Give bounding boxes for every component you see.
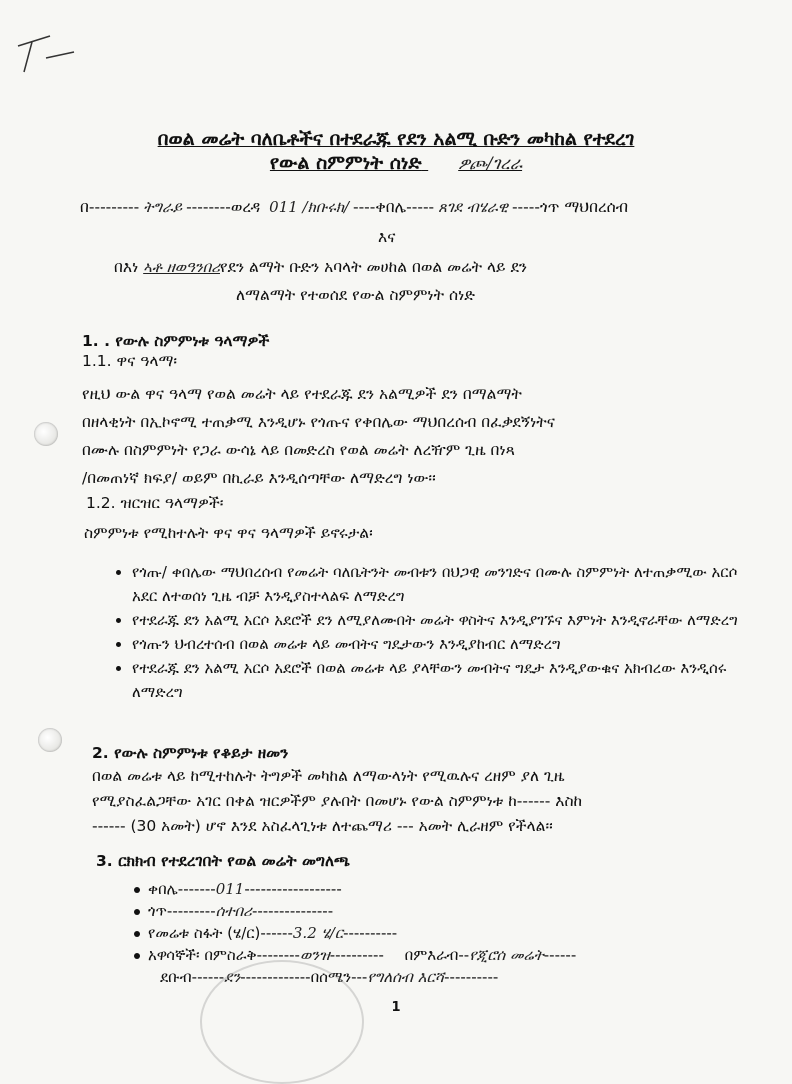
document-title-line1: በወል መሬት ባለቤቶችና በተደራጁ የደን አልሚ ቡድን መካከል የተደረገ: [157, 128, 635, 150]
prefix-b: በ: [80, 198, 89, 216]
north-value: የግለሰብ እርሻ: [367, 968, 445, 986]
punch-hole-top: [34, 422, 58, 446]
group-line-2: ለማልማት የተወሰደ የውል ስምምነት ሰነድ: [236, 286, 475, 304]
kebele-handwritten: ጸገደ ብሄራዊ: [438, 198, 508, 216]
list-item: • የተደራጁ ደን አልሚ አርሶ አደሮች ደን ለሚያለሙበት መሬት ዋስትና እንዲያገኙና እምነት እንዲኖራቸው ለማድረግ: [132, 608, 742, 632]
para-line: ------ (30 አመት) ሆኖ እንደ አስፈላጊነቱ ለተጨማሪ --- አመት ሊራዘም የችላል፡፡: [92, 817, 553, 835]
bullet: [134, 931, 140, 937]
para-line: /በመጠነኛ ክፍያ/ ወይም በኪራይ እንዲሰጣቸው ለማድረግ ነው፡፡: [82, 469, 436, 487]
bullet: [134, 887, 140, 893]
punch-hole-bottom: [38, 728, 62, 752]
section3-heading: 3. ርክክብ የተደረገበት የወል መሬት መግለጫ: [96, 852, 351, 870]
west-label: በምእራብ: [404, 946, 459, 964]
section1-1-heading: 1.1. ዋና ዓላማ፡: [82, 352, 178, 370]
list-item: • የጎጡ/ ቀበሌው ማህበረሰብ የመሬት ባለቤትንት መብቱን በህጋዊ መንገድና በሙሉ ስምምነት ለተጠቃሚው አርሶ አደር ለተወሰነ ጊዜ ብቻ እንዲያስተላልፍ ለማድረግ: [132, 560, 742, 608]
group-line: [114, 258, 527, 277]
got-label: ጎጥ ማህበረሰብ: [539, 198, 629, 216]
para-line: በወል መሬቱ ላይ ከሚተከሉት ትግዎች መካከል ለማውላነት የሚዉሉና ረዘም ያለ ጊዜ: [92, 767, 565, 785]
para-line: በሙሉ በስምምነት የጋራ ውሳኔ ላይ በመድረስ የወል መሬት ለረዥም ጊዜ በነጻ: [82, 441, 515, 459]
and-word: እና: [378, 228, 396, 246]
para-line: የዚህ ውል ዋና ዓላማ የወል መሬት ላይ የተደራጁ ደን አልሚዎች ደን በማልማት: [82, 385, 522, 403]
field-kebele: ቀበሌ-------011------------------: [134, 880, 342, 898]
south-value: ደን: [224, 968, 241, 986]
field-value: ሰተበሪ: [215, 902, 252, 920]
parties-line: በ--------- ትግራይ --------ወረዳ 011 /ክቡሩክ/ ----ቀበሌ----- ጸገደ ብሄራዊ -----ጎጥ ማህበረሰብ: [80, 198, 629, 216]
para-line: የሚያስፈልጋቸው አገር በቀል ዝርዎችም ያሉበት በመሆኑ የውል ስምምነቱ ከ------ እስከ: [92, 792, 583, 810]
field-value: 011: [215, 880, 245, 898]
list-item: • የጎጡን ህብረተሰብ በወል መሬቱ ላይ መብትና ግዴታውን እንዲያከብር ለማድረግ: [132, 632, 742, 656]
south-label: ደቡብ: [160, 968, 192, 986]
section1-heading: 1. . የውሉ ስምምነቱ ዓላማዎች: [82, 332, 270, 350]
wereda-handwritten: 011 /ክቡሩክ/: [269, 198, 349, 216]
document-title-line2: [0, 152, 792, 174]
group-handwritten: ኣቶ ዘወዓንበሪ: [143, 258, 220, 276]
bullet: [134, 909, 140, 915]
region-handwritten: ትግራይ: [143, 198, 183, 216]
title-handwritten-note: ዎጮ/ገረራ: [458, 154, 523, 174]
east-label: በምስራቅ: [204, 946, 257, 964]
section1-2-intro: ስምምነቱ የሚከተሉት ዋና ዋና ዓላማዎች ይኖሩታል፡: [84, 524, 373, 542]
group-suffix: የደን ልማት ቡድን አባላት መሀከል በወል መሬት ላይ ደን: [219, 258, 528, 276]
field-value: 3.2 ሄ/ር: [292, 924, 344, 942]
handwritten-corner-mark: [10, 28, 80, 78]
page-number: 1: [391, 1000, 401, 1015]
faded-stamp-seal: [200, 960, 364, 1084]
field-label: ጎጥ: [148, 902, 167, 920]
section2-heading: 2. የውሉ ስምምነቱ የቆይታ ዘመን: [92, 744, 289, 762]
title-line2-text: የውል ስምምነት ሰነድ: [269, 152, 422, 174]
field-label: ቀበሌ: [148, 880, 178, 898]
west-value: የጂሮሰ መሬት: [469, 946, 544, 964]
wereda-label: ወረዳ: [230, 198, 261, 216]
section1-2-heading: 1.2. ዝርዝር ዓላማዎች፡: [86, 494, 224, 512]
boundaries-label: አዋሳኞች፡: [148, 946, 200, 964]
bullet: [134, 953, 140, 959]
field-south-north: ደቡብ------ደን-------------በሰሜን---የግለሰብ እርሻ----------: [160, 968, 499, 986]
group-prefix: በእነ: [114, 258, 139, 276]
field-boundaries: አዋሳኞች፡ በምስራቅ--------ወንዝ---------- በምእራብ--የጂሮሰ መሬት------: [134, 946, 576, 964]
objectives-list: [112, 560, 742, 704]
section2-paragraph: [92, 764, 732, 839]
section1-1-paragraph: [82, 380, 732, 492]
field-area: የመሬቱ ስፋት (ሄ/ር)------3.2 ሄ/ር----------: [134, 924, 397, 942]
kebele-label: ቀበሌ: [375, 198, 407, 216]
field-got: ጎጥ---------ሰተበሪ---------------: [134, 902, 333, 920]
north-label: በሰሜን: [310, 968, 352, 986]
para-line: በዘላቂነት በኢኮኖሚ ተጠቃሚ እንዲሆኑ የጎጡና የቀበሌው ማህበረሰብ በፈቃደኝነትና: [82, 413, 555, 431]
east-value: ወንዝ: [299, 946, 330, 964]
field-label: የመሬቱ ስፋት (ሄ/ር): [148, 924, 261, 942]
list-item: • የተደራጁ ደን አልሚ አርሶ አደሮች በወል መሬቱ ላይ ያላቸውን መብትና ግዴታ እንዲያውቁና አክብረው እንዲሰሩ ለማድረግ: [132, 656, 742, 704]
